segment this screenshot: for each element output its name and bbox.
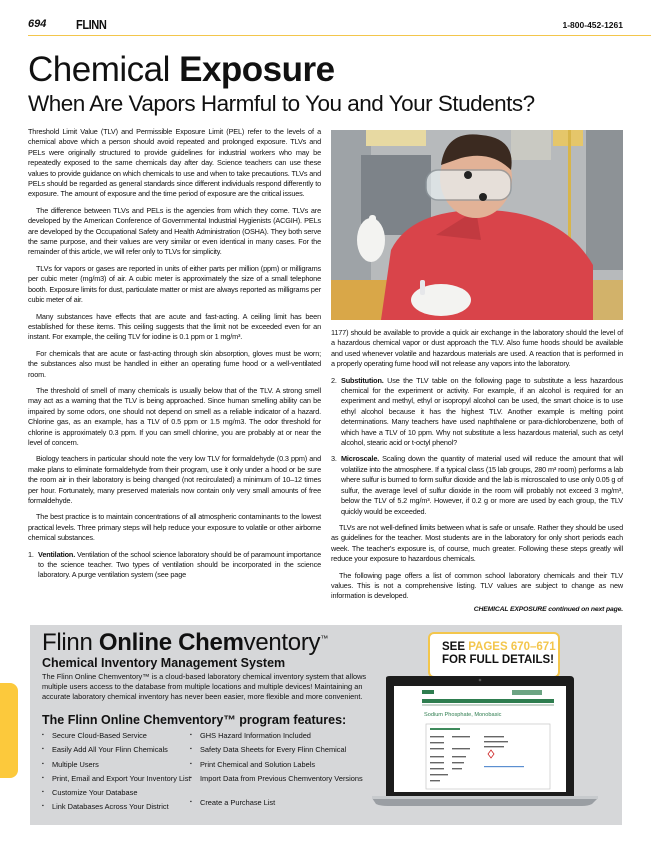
- paragraph: Biology teachers in particular should note the very low TLV for formaldehyde (0.3 ppm) and make plans to eliminate formaldehyde from their program, use it only under a hood or be sure the room air in their laboratory is being changed (not recirculated) a minimum of 10–12 times per hour. Fortunately, many preserved materials now contain only very small amounts of free formaldehyde.: [28, 454, 321, 505]
- phone-number: 1-800-452-1261: [562, 20, 623, 30]
- article-subtitle: When Are Vapors Harmful to You and Your Students?: [28, 91, 535, 116]
- feature-item: ▪ Secure Cloud-Based Service: [42, 731, 202, 745]
- feature-item: ▪ Safety Data Sheets for Every Flinn Chemical: [190, 745, 370, 759]
- laptop-illustration: [372, 676, 598, 816]
- step-ventilation: [28, 550, 321, 581]
- feature-item: ▪ Easily Add All Your Flinn Chemicals: [42, 745, 202, 759]
- paragraph: The difference between TLVs and PELs is the agencies from which they come. TLVs are developed by the American Conference of Governmental Industrial Hygienists (ACGIH). PELs are developed by the Occupational Safety and Health Administration (OSHA). They both serve the same purpose, and their values are very similar or even identical in many cases. For the remainder of this article, we will refer only to TLVs for simplicity.: [28, 205, 321, 257]
- feature-item: ▪ Create a Purchase List: [190, 798, 370, 812]
- title-bold: Exposure: [179, 50, 335, 89]
- step-text: Ventilation of the school science laboratory should be of paramount importance to the science teacher. Two types of ventilation should be incorporated in the science laboratory. A purge ventilation system (see page: [38, 549, 321, 580]
- step-text: Use the TLV table on the following page to substitute a less hazardous chemical for the experiment or activity. For example, if an alcohol is required for an experiment and methyl, ethyl or isopropyl alcohol can be used, the smart choice is to use ethyl alcohol because it has the highest TLV. Another example is melting point determinations. Many teachers have used naphthalene or para-dichlorobenzene, both of which have a TLV of 10 ppm. Why not substitute a less hazardous material, such as cetyl alcohol, stearic acid or t-octyl phenol?: [341, 375, 623, 448]
- page-number: 694: [28, 18, 47, 30]
- callout-pages-link[interactable]: PAGES 670–671: [468, 641, 556, 653]
- step-text: Scaling down the quantity of material used will reduce the amount that will volatilize into the atmosphere. If a typical class (15 lab groups, 280 m³ room) performs a lab where sulfur is burned to form sulfur dioxide and the lab is microscaled to use only 0.05 g of sulfur, the average level of sulfur dioxide in the room will probably not exceed 3 mg/m³, below the TLV of 5.2 mg/m³. However, if 0.2 g or more are used by each group, the TLV quickly would be exceeded.: [341, 454, 623, 516]
- screen-heading: Sodium Phosphate, Monobasic: [424, 712, 502, 718]
- continued-note: CHEMICAL EXPOSURE continued on next page.: [473, 605, 623, 613]
- laptop-screen-image: [372, 676, 598, 816]
- step-number: 3.: [331, 454, 337, 464]
- feature-item: ▪ Import Data from Previous Chemventory Versions: [190, 774, 370, 798]
- step-text: 1177) should be available to provide a quick air exchange in the laboratory should the level of a hazardous chemical vapor or dust approach the TLV. Also fume hoods should be available and used whenever volatile and hazardous materials are used. A reaction that is performed in a properly operating fume hood will not release any vapors into the laboratory.: [331, 328, 623, 369]
- paragraph: Threshold Limit Value (TLV) and Permissible Exposure Limit (PEL) refer to the levels of a chemical above which a person should avoid repeated and prolonged exposure. TLVs and PELs were originally structured to provide guidelines for industrial workers who may be repeatedly exposed to the same chemicals day after day. Science teachers can use these values to provide guidance on which chemicals to use and when to take precautions. TLVs and PELs should be regarded as general standards since different individuals respond differently to exposure. The amount of exposure and the time period of exposure are the critical issues.: [28, 127, 321, 199]
- feature-item: ▪ Print Chemical and Solution Labels: [190, 760, 370, 774]
- brand-logo: FLINN: [76, 17, 107, 32]
- promo-title-flinn: Flinn: [42, 629, 99, 656]
- paragraph: The following page offers a list of common school laboratory chemicals and their TLV values. This is not a comprehensive listing. TLV values are subject to change as new information is developed.: [331, 570, 623, 601]
- promo-subtitle: Chemical Inventory Management System: [42, 656, 286, 670]
- feature-item: ▪ Customize Your Database: [42, 788, 202, 802]
- features-list-right: [190, 731, 370, 812]
- feature-item: ▪ Link Databases Across Your District: [42, 802, 202, 816]
- lab-photo: [331, 130, 623, 320]
- article-column-left: [28, 127, 321, 587]
- feature-item: ▪ Print, Email and Export Your Inventory List: [42, 774, 202, 788]
- step-heading: Ventilation.: [38, 549, 76, 559]
- feature-item: ▪ GHS Hazard Information Included: [190, 731, 370, 745]
- callout-full-details: FOR FULL DETAILS!: [442, 654, 555, 666]
- promo-title: [42, 631, 328, 655]
- callout-see: SEE: [442, 641, 469, 653]
- step-heading: Microscale.: [341, 454, 380, 464]
- promo-title-ventory: ventory: [243, 629, 321, 656]
- step-number: 1.: [28, 549, 34, 559]
- article-column-right: [331, 328, 623, 615]
- paragraph: The threshold of smell of many chemicals is usually below that of the TLV. A strong smell may act as a warning that the TLV is being approached. Since human smelling ability can be impaired by some odors, one should not depend on smell as a reliable indicator of a hazard. Chlorine gas, as an example, has a TLV of 0.5 ppm or 1.5 mg/m3. The odor threshold for chlorine is approximately 0.3 ppm. If you can smell chlorine, you are probably at or near the level of concern.: [28, 385, 321, 447]
- step-heading: Substitution.: [341, 375, 384, 385]
- trademark-symbol: ™: [320, 634, 328, 643]
- step-microscale: [331, 454, 623, 516]
- student-with-goggles-image: [331, 130, 623, 320]
- paragraph: Many substances have effects that are acute and fast-acting. A ceiling limit has been established for these items. This ceiling suggests that the limit not be exceeded even for an instant. For example, the ceiling TLV for iodine is 0.1 ppm or 1 mg/m³.: [28, 311, 321, 342]
- features-list-left: [42, 731, 202, 817]
- step-ventilation-continued: [331, 328, 623, 370]
- step-substitution: [331, 376, 623, 449]
- promo-title-chem: Chem: [178, 629, 244, 656]
- title-light: Chemical: [28, 50, 180, 89]
- paragraph: The best practice is to maintain concentrations of all atmospheric contaminants to the lowest practical levels. Three primary steps will help reduce your exposure to volatile or other airborne chemical substances.: [28, 512, 321, 543]
- paragraph: For chemicals that are acute or fast-acting through skin absorption, gloves must be worn; the substances also must be handled in either an operating fume hood or a well-ventilated room.: [28, 348, 321, 379]
- step-number: 2.: [331, 375, 337, 385]
- page-header: [28, 16, 651, 36]
- article-title: [28, 52, 335, 87]
- see-pages-callout[interactable]: [428, 632, 560, 678]
- paragraph: TLVs for vapors or gases are reported in units of either parts per million (ppm) or milligrams per cubic meter (mg/m3) of air. A cubic meter is approximately the size of a small telephone booth. Exposure limits for dust, particulate matter or mist are always reported as milligrams per cubic meter of air.: [28, 263, 321, 305]
- section-tab-marker: [0, 683, 18, 778]
- feature-item: ▪ Multiple Users: [42, 760, 202, 774]
- promo-title-online: Online: [98, 629, 179, 656]
- features-title: The Flinn Online Chemventory™ program features:: [42, 713, 347, 727]
- promo-description: The Flinn Online Chemventory™ is a cloud-based laboratory chemical inventory system that allows multiple users access to the database from multiple locations and multiple devices! Maintaining an accurate laboratory chemical inventory has never been easier, more flexible and more convenient.: [42, 672, 367, 701]
- paragraph: TLVs are not well-defined limits between what is safe or unsafe. Rather they should be used as guidelines for the teacher. Most students are in the laboratory for only short periods each week. The teacher's exposure is, of course, much greater. Following these steps greatly will reduce your exposure to hazardous chemicals.: [331, 522, 623, 564]
